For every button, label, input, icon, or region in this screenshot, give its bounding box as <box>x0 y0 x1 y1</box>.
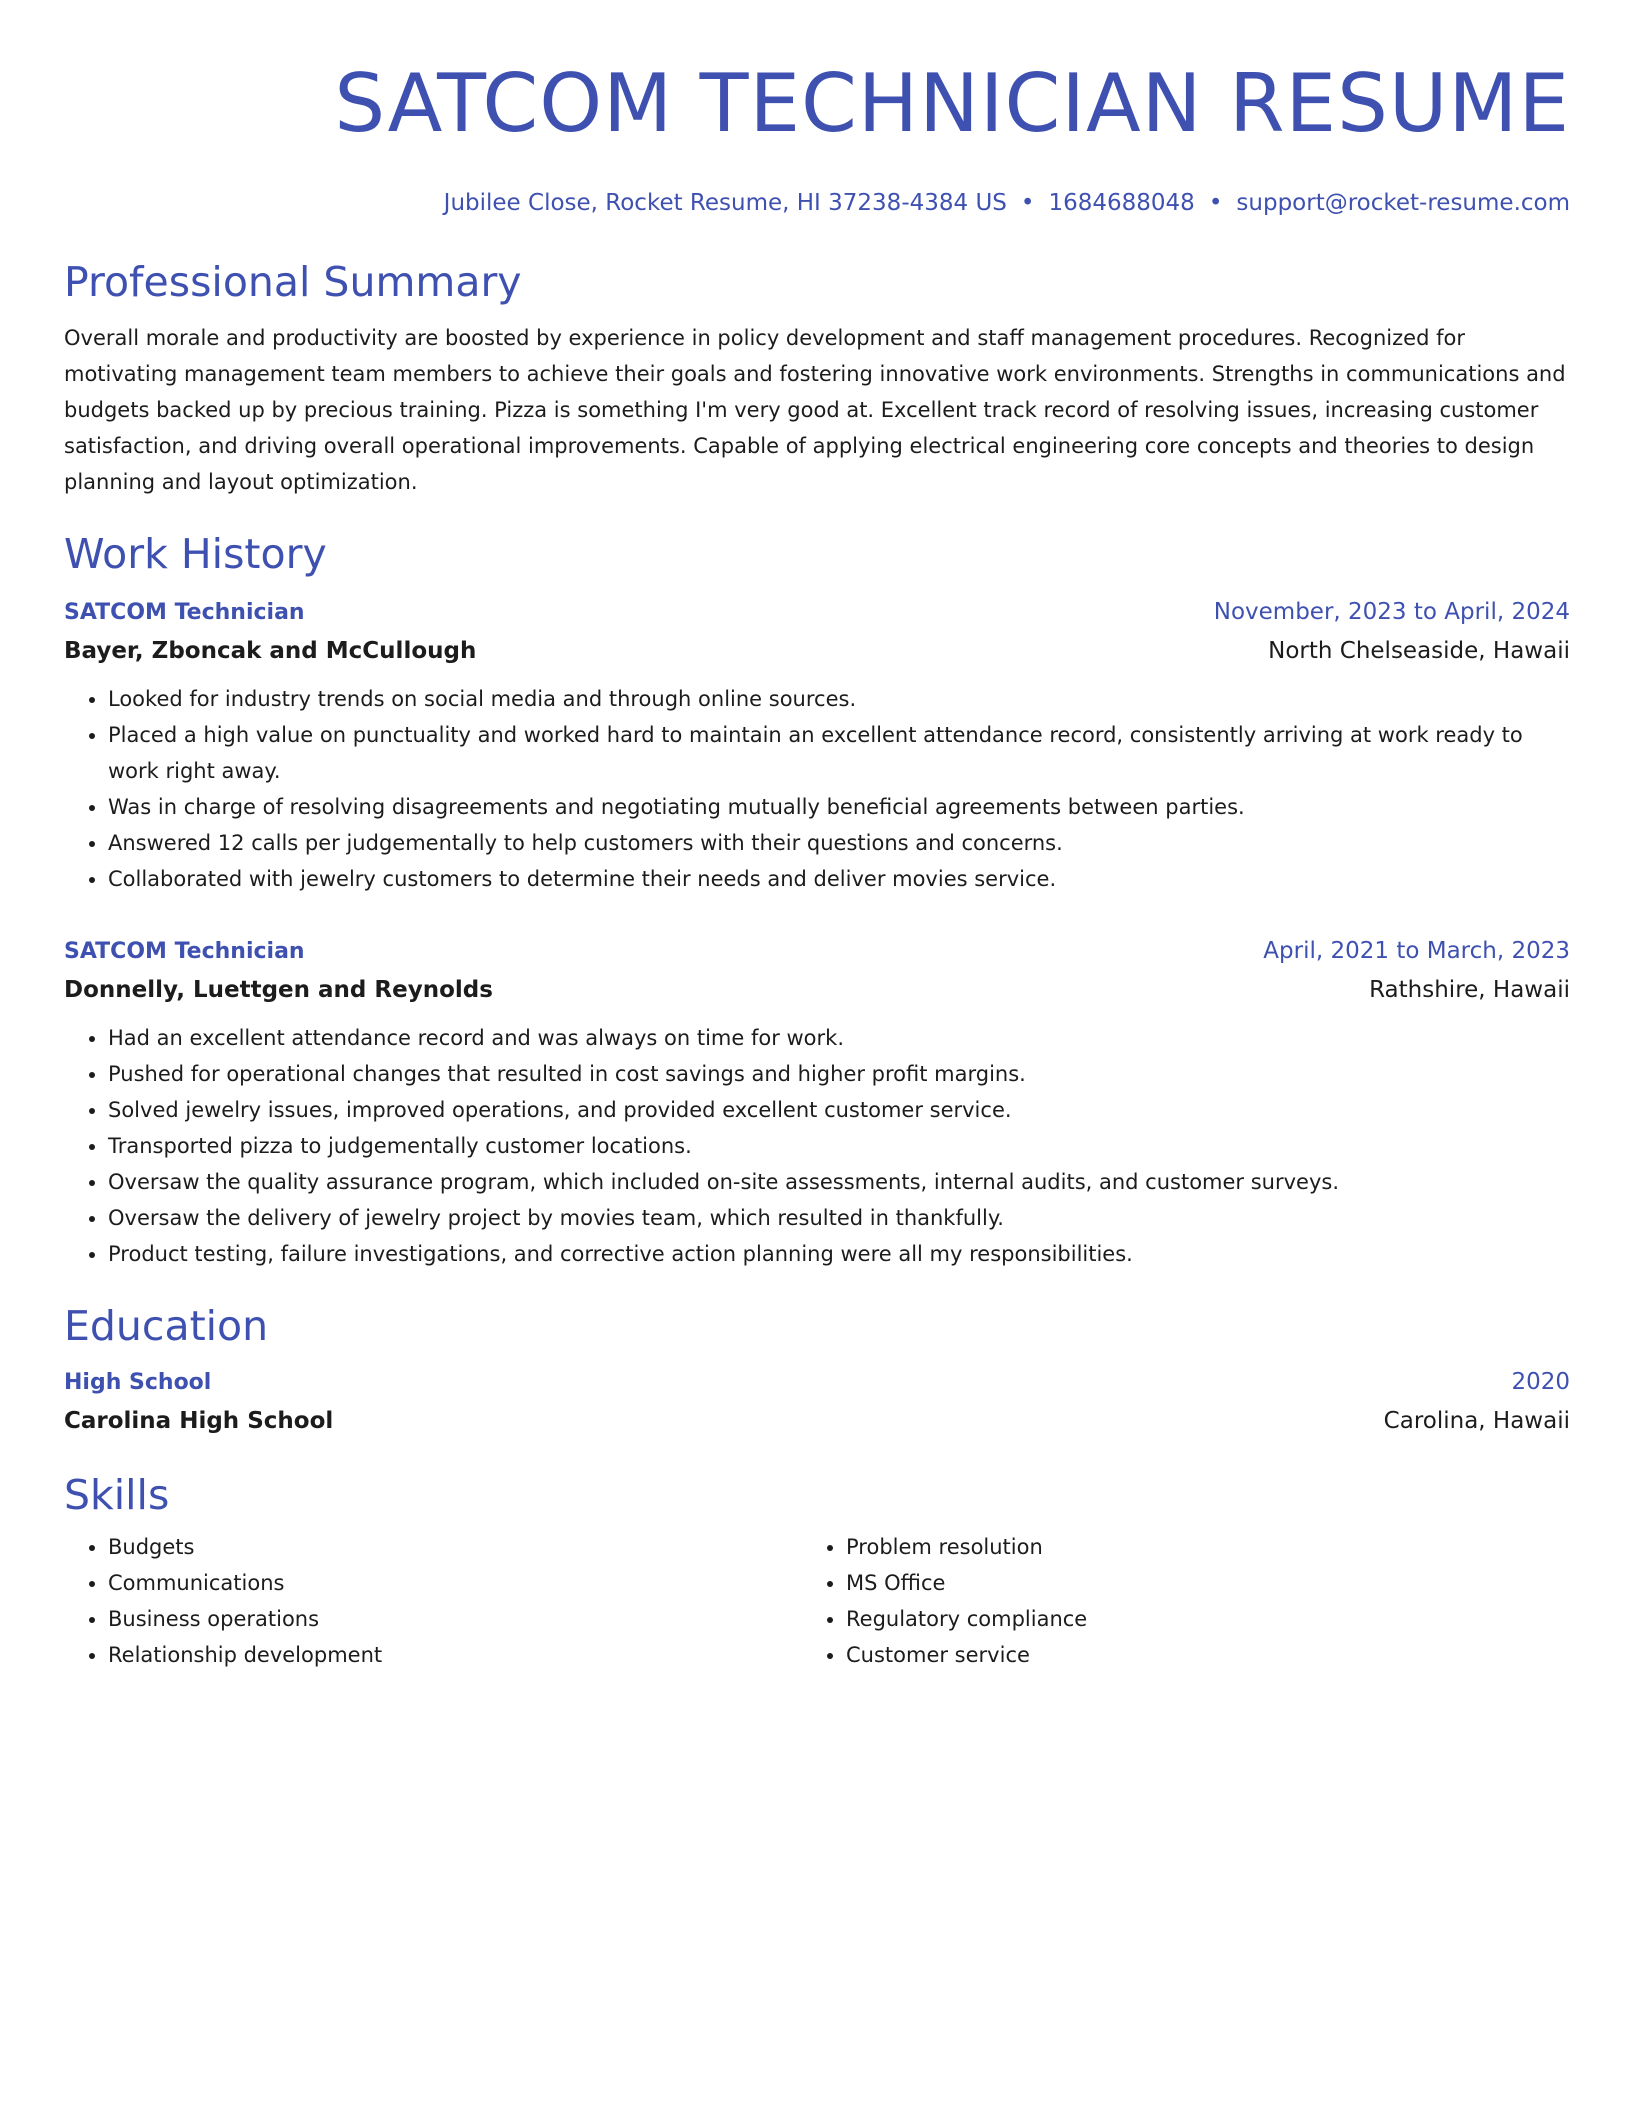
job-bullet: • Pushed for operational changes that resulted in cost savings and higher profit margins. <box>108 1056 1570 1092</box>
job-bullet: • Transported pizza to judgementally customer locations. <box>108 1128 1570 1164</box>
section-title-work-history: Work History <box>64 530 327 578</box>
job-dates: November, 2023 to April, 2024 <box>1213 599 1570 625</box>
skills-list <box>64 1529 1570 1673</box>
skill-item: • Business operations <box>108 1601 802 1637</box>
job-bullet: • Placed a high value on punctuality and worked hard to maintain an excellent attendance record, consistently arriving at work ready to work right away. <box>108 717 1570 789</box>
job-title: SATCOM Technician <box>64 939 305 964</box>
skill-item: • Problem resolution <box>846 1529 1540 1565</box>
contact-separator: • <box>1020 190 1035 216</box>
education-header-row <box>64 1364 1570 1401</box>
education-school: Carolina High School <box>64 1408 334 1434</box>
skill-item: • Communications <box>108 1565 802 1601</box>
job-bullet: • Oversaw the delivery of jewelry project by movies team, which resulted in thankfully. <box>108 1200 1570 1236</box>
skills-column-right <box>802 1529 1540 1673</box>
education-location: Carolina, Hawaii <box>1383 1408 1570 1434</box>
contact-email: support@rocket-resume.com <box>1236 190 1570 216</box>
job-company-row <box>64 970 1570 1010</box>
contact-address: Jubilee Close, Rocket Resume, HI 37238-4384 US <box>443 190 1007 216</box>
summary-text: Overall morale and productivity are boosted by experience in policy development and staff management procedures. Recognized for motivating management team members to achieve their goals and fostering innovative work environments. Strengths in communications and budgets backed up by precious training. Pizza is something I'm very good at. Excellent track record of resolving issues, increasing customer satisfaction, and driving overall operational improvements. Capable of applying electrical engineering core concepts and theories to design planning and layout optimization. <box>64 326 1566 494</box>
job-bullet: • Looked for industry trends on social media and through online sources. <box>108 681 1570 717</box>
education-school-row <box>64 1401 1570 1441</box>
education-entry <box>64 1364 1570 1441</box>
job-bullets <box>64 1020 1570 1272</box>
section-title-summary: Professional Summary <box>64 258 522 306</box>
job-header-row <box>64 933 1570 970</box>
contact-phone: 1684688048 <box>1048 190 1195 216</box>
job-bullet: • Answered 12 calls per judgementally to help customers with their questions and concerns. <box>108 825 1570 861</box>
section-title-education: Education <box>64 1302 269 1350</box>
job-dates: April, 2021 to March, 2023 <box>1263 938 1570 964</box>
resume-header <box>64 56 1570 218</box>
job-company-row <box>64 631 1570 671</box>
skills-column-left <box>64 1529 802 1673</box>
job-location: Rathshire, Hawaii <box>1369 977 1570 1003</box>
contact-separator: • <box>1208 190 1223 216</box>
contact-line <box>64 188 1570 218</box>
skill-item: • Regulatory compliance <box>846 1601 1540 1637</box>
skill-item: • Customer service <box>846 1637 1540 1673</box>
job-header-row <box>64 594 1570 631</box>
skill-item: • MS Office <box>846 1565 1540 1601</box>
job-location: North Chelseaside, Hawaii <box>1268 638 1570 664</box>
education-year: 2020 <box>1511 1369 1570 1395</box>
job-bullet: • Solved jewelry issues, improved operations, and provided excellent customer service. <box>108 1092 1570 1128</box>
section-title-skills: Skills <box>64 1471 170 1519</box>
skill-item: • Relationship development <box>108 1637 802 1673</box>
resume-name: SATCOM TECHNICIAN RESUME <box>334 57 1570 150</box>
education-degree: High School <box>64 1370 212 1395</box>
job-entry <box>64 933 1570 1272</box>
job-bullet: • Was in charge of resolving disagreements and negotiating mutually beneficial agreements between parties. <box>108 789 1570 825</box>
job-bullet: • Had an excellent attendance record and was always on time for work. <box>108 1020 1570 1056</box>
job-title: SATCOM Technician <box>64 600 305 625</box>
job-bullet: • Oversaw the quality assurance program, which included on-site assessments, internal audits, and customer surveys. <box>108 1164 1570 1200</box>
job-bullet: • Product testing, failure investigations, and corrective action planning were all my responsibilities. <box>108 1236 1570 1272</box>
job-company: Bayer, Zboncak and McCullough <box>64 638 477 664</box>
skill-item: • Budgets <box>108 1529 802 1565</box>
job-bullets <box>64 681 1570 897</box>
job-company: Donnelly, Luettgen and Reynolds <box>64 977 493 1003</box>
job-entry <box>64 594 1570 897</box>
job-bullet: • Collaborated with jewelry customers to determine their needs and deliver movies service. <box>108 861 1570 897</box>
